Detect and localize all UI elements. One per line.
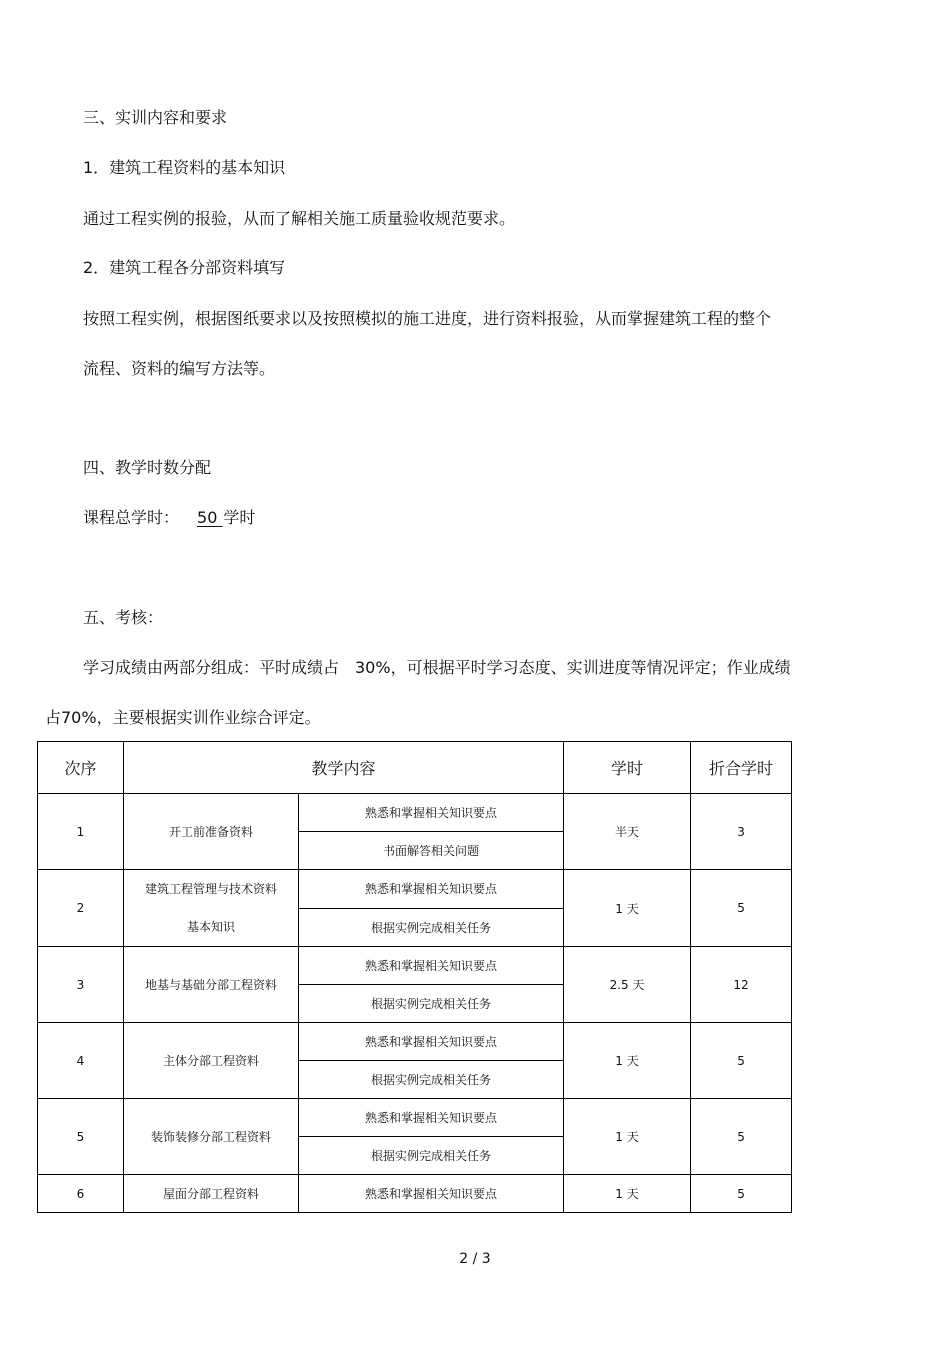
header-hours: 学时	[564, 742, 691, 794]
row-converted: 5	[691, 1099, 792, 1175]
header-converted: 折合学时	[691, 742, 792, 794]
row-name	[124, 870, 299, 947]
row-hours: 1 天	[564, 870, 691, 947]
row-name: 屋面分部工程资料	[124, 1175, 299, 1213]
row-order: 1	[38, 794, 124, 870]
total-hours-value: 50	[197, 508, 218, 527]
row-hours: 1 天	[564, 1023, 691, 1099]
row-name: 地基与基础分部工程资料	[124, 947, 299, 1023]
hours-allocation-table	[37, 741, 792, 1213]
row-task: 熟悉和掌握相关知识要点	[299, 1023, 564, 1061]
row-name: 装饰装修分部工程资料	[124, 1099, 299, 1175]
section-5-text-line-1: 学习成绩由两部分组成：平时成绩占 30%，可根据平时学习态度、实训进度等情况评定；作业成绩	[83, 658, 791, 677]
table-row	[38, 794, 792, 832]
total-hours-unit: 学时	[223, 508, 256, 527]
row-hours: 1 天	[564, 1175, 691, 1213]
row-task: 根据实例完成相关任务	[299, 1061, 564, 1099]
row-order: 5	[38, 1099, 124, 1175]
section-3-item-2-title: 2．建筑工程各分部资料填写	[83, 258, 286, 277]
row-order: 3	[38, 947, 124, 1023]
row-task: 根据实例完成相关任务	[299, 985, 564, 1023]
row-order: 6	[38, 1175, 124, 1213]
row-hours: 半天	[564, 794, 691, 870]
section-3-item-1-title: 1．建筑工程资料的基本知识	[83, 158, 286, 177]
section-3-item-2-text-line-2: 流程、资料的编写方法等。	[83, 359, 276, 378]
total-hours-label: 课程总学时：	[83, 508, 180, 527]
row-name: 主体分部工程资料	[124, 1023, 299, 1099]
table-row	[38, 1099, 792, 1137]
row-task: 熟悉和掌握相关知识要点	[299, 1175, 564, 1213]
section-3-title: 三、实训内容和要求	[83, 108, 228, 127]
row-converted: 5	[691, 1023, 792, 1099]
page-number: 2 / 3	[459, 1251, 491, 1267]
row-order: 4	[38, 1023, 124, 1099]
header-order: 次序	[38, 742, 124, 794]
total-hours-line	[83, 508, 255, 528]
row-task: 熟悉和掌握相关知识要点	[299, 870, 564, 909]
row-hours: 2.5 天	[564, 947, 691, 1023]
row-task: 熟悉和掌握相关知识要点	[299, 794, 564, 832]
row-hours: 1 天	[564, 1099, 691, 1175]
row-order: 2	[38, 870, 124, 947]
row-converted: 3	[691, 794, 792, 870]
row-converted: 5	[691, 870, 792, 947]
row-task: 根据实例完成相关任务	[299, 908, 564, 947]
row-converted: 12	[691, 947, 792, 1023]
row-name-line-1: 建筑工程管理与技术资料	[144, 882, 277, 896]
row-task: 书面解答相关问题	[299, 832, 564, 870]
row-task: 熟悉和掌握相关知识要点	[299, 1099, 564, 1137]
table-header-row	[38, 742, 792, 794]
table-row	[38, 947, 792, 985]
table-row	[38, 870, 792, 909]
section-3-item-1-text: 通过工程实例的报验，从而了解相关施工质量验收规范要求。	[83, 209, 516, 228]
row-name: 开工前准备资料	[124, 794, 299, 870]
row-converted: 5	[691, 1175, 792, 1213]
table-row	[38, 1023, 792, 1061]
row-task: 根据实例完成相关任务	[299, 1137, 564, 1175]
table-row	[38, 1175, 792, 1213]
section-3-item-2-text-line-1: 按照工程实例，根据图纸要求以及按照模拟的施工进度，进行资料报验，从而掌握建筑工程的整个	[83, 309, 772, 328]
row-task: 熟悉和掌握相关知识要点	[299, 947, 564, 985]
section-4-title: 四、教学时数分配	[83, 458, 212, 477]
header-content: 教学内容	[124, 742, 564, 794]
section-5-title: 五、考核：	[83, 608, 164, 627]
row-name-line-2: 基本知识	[186, 920, 235, 934]
section-5-text-line-2: 占70%，主要根据实训作业综合评定。	[45, 708, 321, 727]
